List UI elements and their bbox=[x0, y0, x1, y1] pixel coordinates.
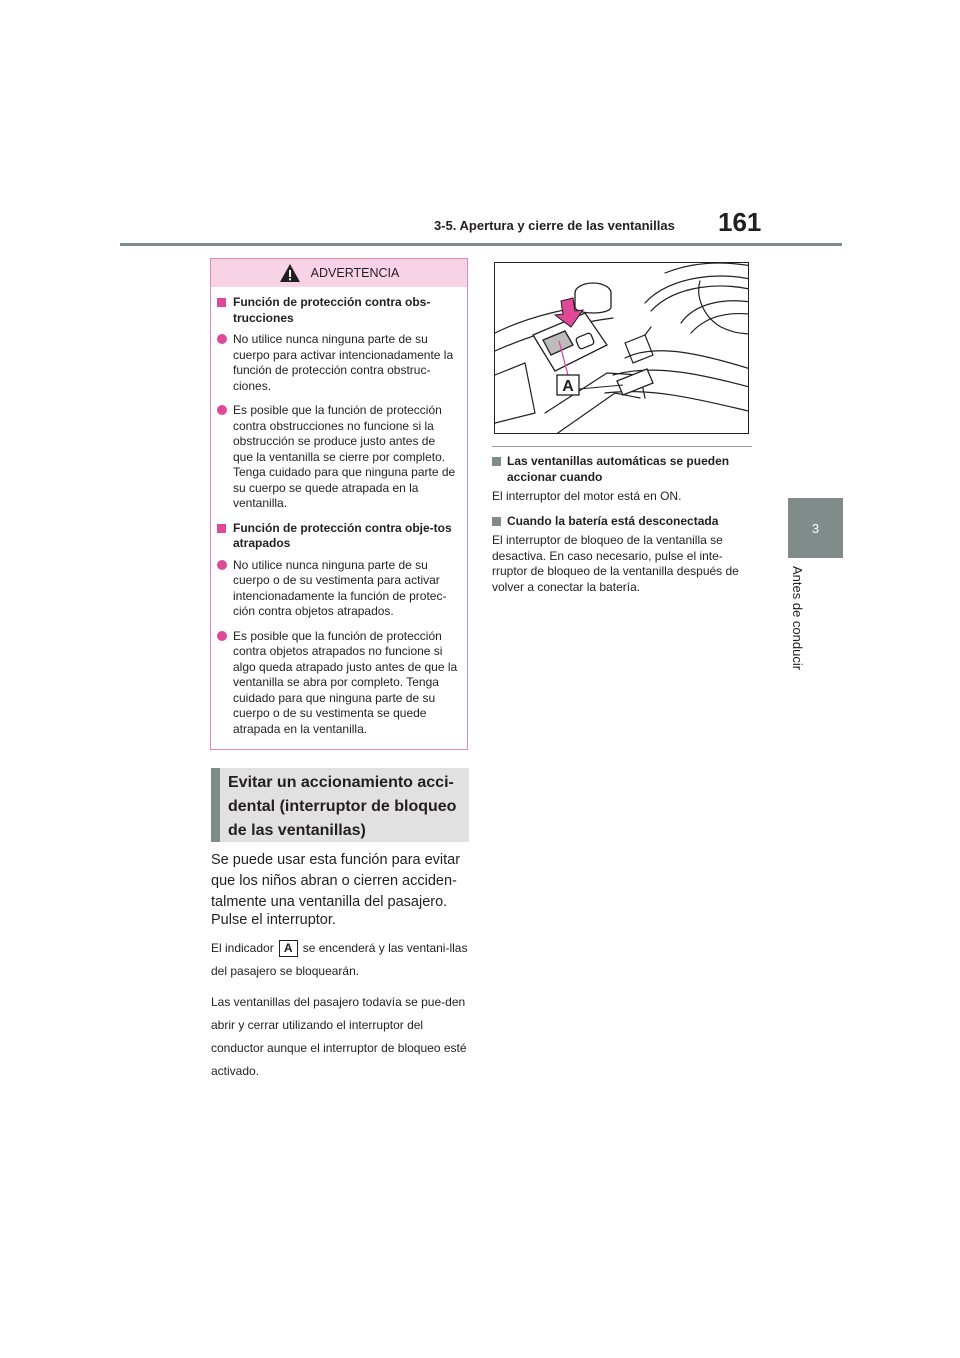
warning-body bbox=[211, 287, 467, 737]
warning-box bbox=[210, 258, 468, 750]
round-bullet-icon bbox=[217, 560, 227, 570]
driver-switch-note: Las ventanillas del pasajero todavía se pue-den abrir y cerrar utilizando el interruptor del conductor aunque el interruptor de bloqueo esté activado. bbox=[211, 995, 467, 1078]
round-bullet-icon bbox=[217, 405, 227, 415]
note-text: El interruptor de bloqueo de la ventanilla se desactiva. En caso necesario, pulse el inte-rruptor de bloqueo de la ventanilla después de volver a conectar la batería. bbox=[492, 533, 739, 594]
warning-item-text: Es posible que la función de protección contra objetos atrapados no funcione si algo queda atrapado justo antes de que la ventanilla se abra por completo. Tenga cuidado para que ninguna parte de su cuerpo o de su vestimenta se quede atrapada en la ventanilla. bbox=[233, 628, 458, 736]
chapter-tab bbox=[788, 498, 843, 558]
round-bullet-icon bbox=[217, 631, 227, 641]
section-heading: Evitar un accionamiento acci-dental (interruptor de bloqueo de las ventanillas) bbox=[211, 768, 469, 842]
indicator-note-after: se encenderá y las ventani-llas del pasajero se bloquearán. bbox=[211, 941, 468, 978]
square-bullet-icon bbox=[217, 524, 226, 533]
note-heading-text: Las ventanillas automáticas se pueden accionar cuando bbox=[507, 454, 730, 484]
chapter-number: 3 bbox=[811, 520, 820, 536]
section-instruction: Pulse el interruptor. bbox=[211, 912, 336, 928]
warning-header bbox=[211, 259, 467, 287]
callout-label-a: A bbox=[562, 378, 574, 395]
warning-subheading-text: Función de protección contra obje-tos atrapados bbox=[233, 520, 452, 550]
note-heading bbox=[492, 514, 754, 530]
door-panel-drawing bbox=[495, 263, 749, 434]
window-lock-switch-illustration bbox=[494, 262, 749, 434]
header-rule bbox=[120, 243, 842, 246]
warning-item bbox=[217, 332, 458, 394]
section-intro: Se puede usar esta función para evitar que los niños abran o cierren acciden-talmente una ventanilla del pasajero. bbox=[211, 852, 461, 910]
warning-subheading bbox=[217, 295, 458, 326]
indicator-note bbox=[211, 937, 473, 983]
warning-item-text: No utilice nunca ninguna parte de su cuerpo o de su vestimenta para activar intencionadamente la función de protec-ción contra objetos atrapados. bbox=[233, 557, 447, 618]
warning-item bbox=[217, 558, 458, 620]
warning-subheading-text: Función de protección contra obs-trucciones bbox=[233, 295, 431, 325]
figure-divider bbox=[492, 446, 752, 447]
warning-item bbox=[217, 403, 458, 512]
running-header: 3-5. Apertura y cierre de las ventanillas bbox=[434, 218, 675, 233]
warning-subheading bbox=[217, 521, 458, 552]
warning-item-text: No utilice nunca ninguna parte de su cuerpo para activar intencionadamente la función de protección contra obstruc-ciones. bbox=[233, 332, 454, 393]
chapter-title-text: Antes de conducir bbox=[790, 566, 805, 671]
indicator-note-before: El indicador bbox=[211, 941, 274, 955]
warning-item bbox=[217, 629, 458, 738]
square-bullet-icon bbox=[492, 457, 501, 466]
page-number: 161 bbox=[718, 207, 762, 237]
square-bullet-icon bbox=[492, 517, 501, 526]
warning-triangle-icon bbox=[279, 263, 301, 283]
note-heading-text: Cuando la batería está desconectada bbox=[507, 514, 719, 528]
warning-title: ADVERTENCIA bbox=[310, 266, 400, 280]
chapter-title bbox=[790, 566, 810, 686]
round-bullet-icon bbox=[217, 334, 227, 344]
square-bullet-icon bbox=[217, 298, 226, 307]
warning-item-text: Es posible que la función de protección contra obstrucciones no funcione si la obstrucción se produce justo antes de que la ventanilla se cierre por completo. Tenga cuidado para que ninguna parte de su cuerpo se quede atrapada en la ventanilla. bbox=[233, 403, 456, 510]
note-text: El interruptor del motor está en ON. bbox=[492, 489, 682, 503]
note-heading bbox=[492, 454, 754, 485]
label-a-icon: A bbox=[279, 940, 298, 957]
